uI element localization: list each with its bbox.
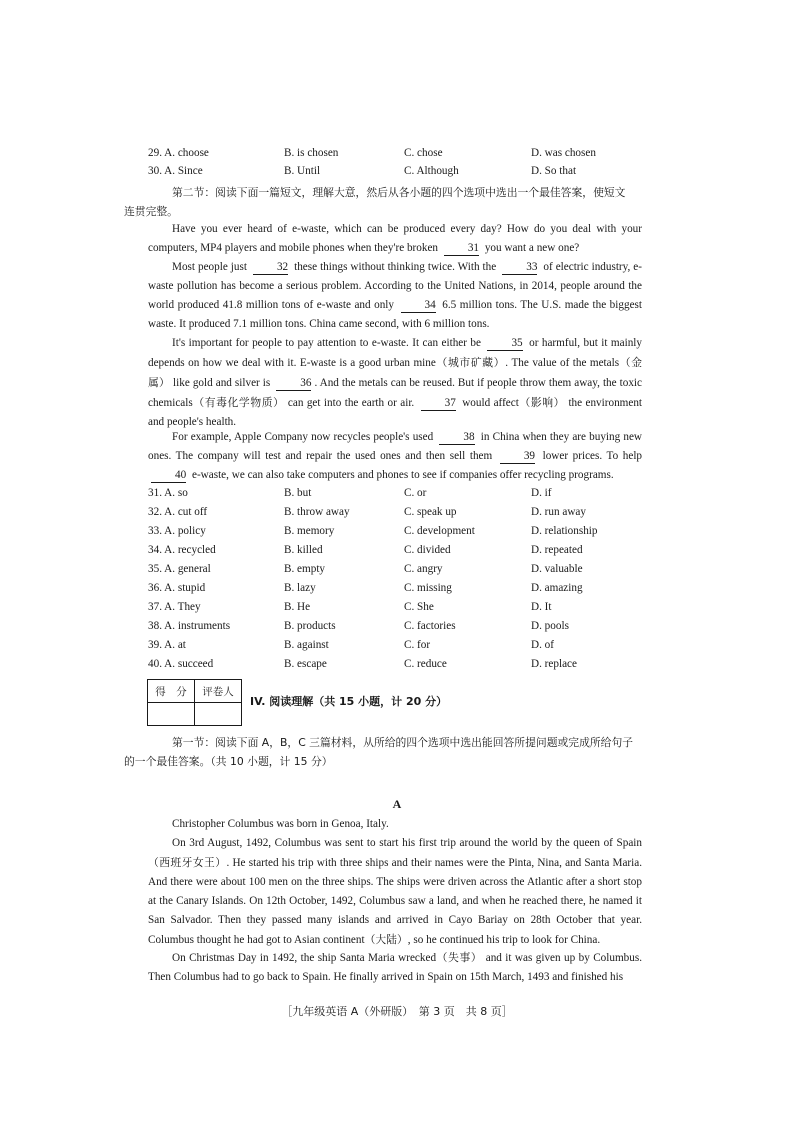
option-b: B. memory — [284, 525, 335, 537]
page-footer: ［九年级英语 A（外研版） 第 3 页 共 8 页］ — [281, 1005, 513, 1018]
passage-text: e-waste, we can also take computers and phones to see if companies offer recycling programs. — [191, 469, 614, 481]
passage-text: For example, Apple Company now recycles people's used — [172, 431, 434, 443]
score-cell — [148, 703, 195, 726]
option-a: 35. A. general — [148, 563, 211, 575]
chinese-gloss: （失事） — [436, 951, 483, 964]
blank-40: 40 — [151, 469, 186, 483]
option-b: B. is chosen — [284, 147, 339, 159]
option-c: C. factories — [404, 620, 456, 632]
passage-text: Christopher Columbus was born in Genoa, Italy. — [172, 818, 389, 830]
option-c: C. missing — [404, 582, 452, 594]
passage-text: Most people just — [172, 261, 247, 273]
instruction-line-2: 的一个最佳答案。（共 10 小题，计 15 分） — [124, 755, 333, 768]
passage-text: and it was given up by Columbus. Then Columbus had to go back to Spain. He finally arrived in Spain on 15th March, 1493 and finished his — [148, 952, 643, 983]
option-a: 39. A. at — [148, 639, 186, 651]
option-a: 40. A. succeed — [148, 658, 214, 670]
blank-31: 31 — [444, 242, 479, 256]
passage-text: like gold and silver is — [173, 377, 271, 389]
blank-38: 38 — [439, 431, 474, 445]
option-b: B. but — [284, 487, 312, 499]
passage-text: . The value of the metals — [505, 357, 620, 369]
passage-text: would affect — [462, 397, 519, 409]
passage-text: or harmful, but it mainly depends on how we deal with it. E-waste is a good urban mine — [148, 337, 642, 369]
passage-text: the environment and people's health. — [148, 397, 643, 428]
blank-39: 39 — [500, 450, 535, 464]
question-30-options — [148, 165, 668, 183]
option-d: D. run away — [531, 506, 586, 518]
instruction-line-2: 连贯完整。 — [124, 205, 178, 218]
option-b: B. escape — [284, 658, 327, 670]
option-d: D. valuable — [531, 563, 583, 575]
cloze-paragraph-3 — [148, 334, 642, 432]
chinese-gloss: （西班牙女王） — [148, 856, 227, 869]
passage-text: you want a new one? — [484, 242, 580, 254]
passage-text: in China when they are buying new ones. The company will test and repair the used ones and then sell them — [148, 431, 643, 462]
option-a: 34. A. recycled — [148, 544, 216, 556]
chinese-gloss: （大陆） — [364, 933, 408, 946]
question-options-row — [148, 544, 668, 562]
question-29-options — [148, 147, 668, 165]
cloze-paragraph-1 — [148, 220, 642, 258]
option-c: C. divided — [404, 544, 451, 556]
passage-text: these things without thinking twice. With the — [294, 261, 497, 273]
option-d: D. relationship — [531, 525, 598, 537]
option-c: C. She — [404, 601, 434, 613]
option-a: 37. A. They — [148, 601, 201, 613]
question-options-row — [148, 487, 668, 505]
option-d: D. So that — [531, 165, 577, 177]
option-d: D. if — [531, 487, 552, 499]
section-2-instruction — [124, 183, 642, 221]
grader-cell — [195, 703, 242, 726]
option-b: B. lazy — [284, 582, 316, 594]
passage-text: 6.5 million tons. The U.S. made the biggest waste. It produced 7.1 million tons. China came second, with 6 million tons. — [148, 299, 642, 330]
passage-text: can get into the earth or air. — [287, 397, 415, 409]
option-d: D. pools — [531, 620, 569, 632]
blank-35: 35 — [487, 337, 522, 351]
option-b: B. Until — [284, 165, 321, 177]
option-c: C. or — [404, 487, 427, 499]
option-d: D. replace — [531, 658, 577, 670]
instruction-line-1: 第一节：阅读下面 A，B，C 三篇材料，从所给的四个选项中选出能回答所提问题或完成所给句子 — [172, 736, 634, 749]
passage-text: of electric industry, e-waste pollution has become a serious problem. According to the United Nations, in 2014, people around the world produced 41.8 million tons of e-waste and only — [148, 261, 642, 311]
passage-text: lower prices. To help — [542, 450, 643, 462]
blank-37: 37 — [421, 397, 456, 411]
question-options-row — [148, 582, 668, 600]
option-c: C. chose — [404, 147, 443, 159]
option-a: 32. A. cut off — [148, 506, 208, 518]
passage-text: On 3rd August, 1492, Columbus was sent to start his first trip around the world by the queen of Spain — [172, 837, 642, 849]
option-b: B. against — [284, 639, 329, 651]
option-c: C. for — [404, 639, 431, 651]
option-c: C. development — [404, 525, 475, 537]
grader-label: 评卷人 — [195, 680, 242, 703]
chinese-gloss: （影响） — [518, 396, 566, 409]
option-a: 29. A. choose — [148, 147, 209, 159]
passage-text: Have you ever heard of e-waste, which can be produced every day? How do you deal with your computers, MP4 players and mobile phones when they're broken — [148, 223, 642, 254]
option-b: B. killed — [284, 544, 323, 556]
question-options-row — [148, 506, 668, 524]
passage-text: . He started his trip with three ships and their names were the Pinta, Nina, and Santa Maria. And there were about 100 men on the three ships. The ships were driven across the Atlantic after a short stop at the Canary Islands. On 12th October, 1492, Columbus saw a land, and when he reached there, he named it San Salvador. Then they passed many islands and arrived in Cayo Bariay on 28th October that year. Columbus thought he had got to Asian continent — [148, 857, 643, 946]
chinese-gloss: （有毒化学物质） — [192, 396, 285, 409]
instruction-line-1: 第二节：阅读下面一篇短文，理解大意，然后从各小题的四个选项中选出一个最佳答案，使短文 — [172, 186, 626, 199]
question-options-row — [148, 639, 668, 657]
question-options-row — [148, 563, 668, 581]
cloze-paragraph-2 — [148, 258, 642, 334]
option-b: B. empty — [284, 563, 326, 575]
chinese-gloss: （金属） — [148, 356, 643, 389]
blank-32: 32 — [253, 261, 288, 275]
option-b: B. products — [284, 620, 336, 632]
score-label: 得 分 — [148, 680, 195, 703]
chinese-gloss: （城市矿藏） — [435, 356, 506, 369]
question-options-row — [148, 525, 668, 543]
option-c: C. speak up — [404, 506, 457, 518]
option-a: 30. A. Since — [148, 165, 203, 177]
option-c: C. Although — [404, 165, 459, 177]
score-box — [147, 679, 242, 726]
section-4-title: IV. 阅读理解（共 15 小题，计 20 分） — [250, 695, 448, 708]
option-d: D. amazing — [531, 582, 583, 594]
passage-text: It's important for people to pay attention to e-waste. It can either be — [172, 337, 481, 349]
option-d: D. repeated — [531, 544, 583, 556]
question-options-row — [148, 620, 668, 638]
option-c: C. angry — [404, 563, 443, 575]
blank-34: 34 — [401, 299, 436, 313]
option-d: D. was chosen — [531, 147, 596, 159]
reading-a-paragraph-3 — [148, 948, 642, 987]
section-4-instruction — [124, 733, 642, 771]
part-a-title: A — [392, 797, 402, 811]
option-d: D. of — [531, 639, 554, 651]
passage-text: . And the metals can be reused. But if people throw them away, the toxic chemicals — [148, 377, 643, 409]
passage-text: On Christmas Day in 1492, the ship Santa Maria wrecked — [172, 952, 437, 964]
option-d: D. It — [531, 601, 552, 613]
question-options-row — [148, 658, 668, 676]
option-a: 33. A. policy — [148, 525, 206, 537]
option-a: 31. A. so — [148, 487, 188, 499]
option-a: 36. A. stupid — [148, 582, 206, 594]
option-c: C. reduce — [404, 658, 447, 670]
option-b: B. throw away — [284, 506, 350, 518]
option-b: B. He — [284, 601, 311, 613]
question-options-row — [148, 601, 668, 619]
passage-text: , so he continued his trip to look for China. — [407, 934, 601, 946]
reading-a-paragraph-1 — [148, 815, 642, 834]
reading-a-paragraph-2 — [148, 834, 642, 950]
cloze-paragraph-4 — [148, 428, 642, 485]
option-a: 38. A. instruments — [148, 620, 231, 632]
blank-33: 33 — [502, 261, 537, 275]
blank-36: 36 — [276, 377, 311, 391]
